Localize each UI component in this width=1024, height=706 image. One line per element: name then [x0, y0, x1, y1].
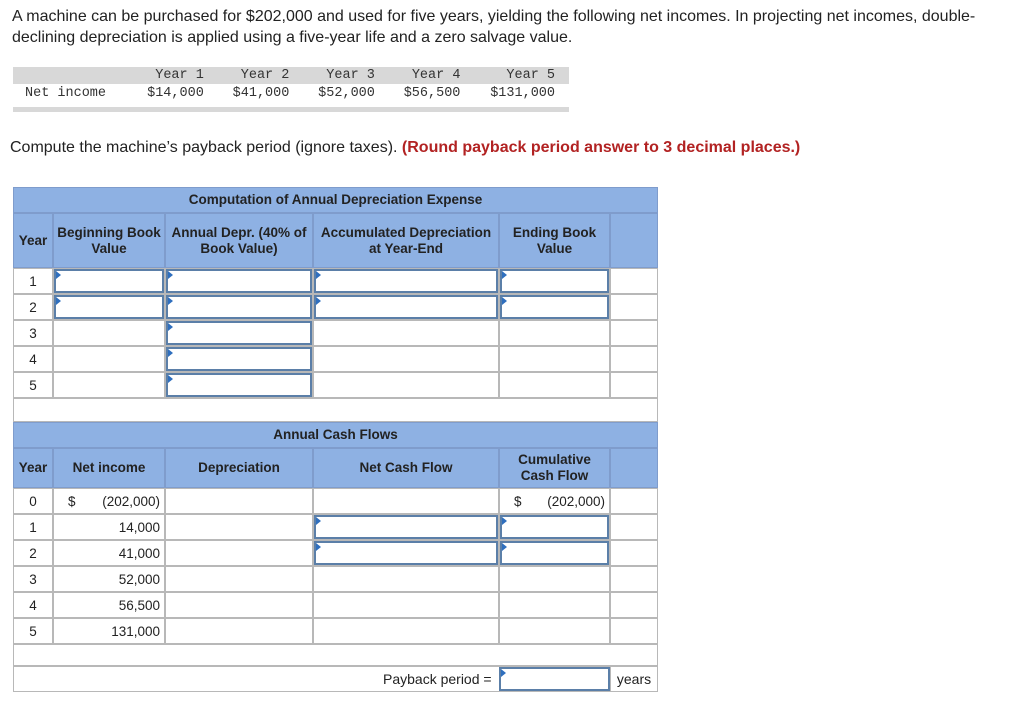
depreciation-section-title: Computation of Annual Depreciation Expense [13, 187, 658, 213]
cf-header-depreciation: Depreciation [165, 448, 313, 488]
cf-net-income-cell [53, 488, 165, 514]
cf-blank-cell [610, 488, 658, 514]
ni-corner [13, 67, 132, 84]
dep-year-cell: 4 [13, 346, 53, 372]
cf-depr-cell [165, 566, 313, 592]
dep-year-cell: 5 [13, 372, 53, 398]
cf-blank-cell [610, 514, 658, 540]
annual-depr-input-year-1[interactable] [166, 269, 312, 293]
payback-spacer [13, 644, 658, 666]
cf-depr-cell [165, 592, 313, 618]
dep-header-year: Year [13, 213, 53, 268]
ending-book-value-input-year-2[interactable] [500, 295, 609, 319]
dep-blank-cell [610, 268, 658, 294]
accumulated-depr-input-year-2[interactable] [314, 295, 498, 319]
cf-depr-cell [165, 540, 313, 566]
dep-header-accumulated-depr: Accumulated Depreciation at Year-End [313, 213, 499, 268]
dep-blank-cell [610, 294, 658, 320]
cf-year-cell: 1 [13, 514, 53, 540]
beginning-book-value-input-year-2[interactable] [54, 295, 164, 319]
problem-statement: A machine can be purchased for $202,000 and used for five years, yielding the following net incomes. In projecting net incomes, double-declining depreciation is applied using a five-year life and a zero salvage value. [12, 8, 976, 46]
cf-blank-cell [610, 618, 658, 644]
annual-depr-input-year-4[interactable] [166, 347, 312, 371]
dep-ending-cell [499, 372, 610, 398]
ni-value: $56,500 [403, 85, 461, 101]
payback-worksheet [13, 187, 658, 693]
net-income-value: (202,000) [102, 493, 160, 509]
cf-year-cell: 5 [13, 618, 53, 644]
cf-cumulative-cell [499, 488, 610, 514]
cf-net-income-cell: 14,000 [53, 514, 165, 540]
cf-depr-cell [165, 514, 313, 540]
cf-net-income-cell: 41,000 [53, 540, 165, 566]
dep-accum-cell [313, 372, 499, 398]
cumulative-cash-flow-input-year-1[interactable] [500, 515, 609, 539]
payback-unit: years [610, 666, 658, 692]
cf-header-net-cash-flow: Net Cash Flow [313, 448, 499, 488]
ni-value: $14,000 [147, 85, 204, 101]
cf-net-cash-cell [313, 618, 499, 644]
cf-year-cell: 4 [13, 592, 53, 618]
beginning-book-value-input-year-1[interactable] [54, 269, 164, 293]
dep-year-cell: 2 [13, 294, 53, 320]
cf-net-cash-cell [313, 488, 499, 514]
cumulative-cash-flow-input-year-2[interactable] [500, 541, 609, 565]
cf-header-net-income: Net income [53, 448, 165, 488]
dep-ending-cell [499, 320, 610, 346]
cf-net-income-cell: 131,000 [53, 618, 165, 644]
dep-blank-cell [610, 372, 658, 398]
dollar-sign: $ [68, 493, 76, 509]
cumulative-value: (202,000) [547, 493, 605, 509]
question [10, 139, 800, 157]
net-cash-flow-input-year-2[interactable] [314, 541, 498, 565]
annual-depr-input-year-5[interactable] [166, 373, 312, 397]
cf-blank-cell [610, 566, 658, 592]
cf-header-blank [610, 448, 658, 488]
dollar-sign: $ [514, 493, 522, 509]
dep-header-ending-book-value: Ending Book Value [499, 213, 610, 268]
dep-blank-cell [610, 320, 658, 346]
cf-net-income-cell: 56,500 [53, 592, 165, 618]
ni-table-bottom-rule [13, 107, 569, 112]
cf-year-cell: 0 [13, 488, 53, 514]
dep-header-annual-depr: Annual Depr. (40% of Book Value) [165, 213, 313, 268]
section-spacer [13, 398, 658, 422]
cf-net-cash-cell [313, 566, 499, 592]
ni-row-label: Net income [25, 85, 107, 101]
ni-value: $131,000 [490, 85, 555, 101]
dep-blank-cell [610, 346, 658, 372]
question-text: Compute the machine’s payback period (ignore taxes). [10, 139, 398, 156]
cf-year-cell: 2 [13, 540, 53, 566]
dep-ending-cell [499, 346, 610, 372]
cf-cumulative-cell [499, 592, 610, 618]
ni-value: $52,000 [318, 85, 375, 101]
annual-depr-input-year-2[interactable] [166, 295, 312, 319]
cf-blank-cell [610, 540, 658, 566]
cf-net-income-cell: 52,000 [53, 566, 165, 592]
net-cash-flow-input-year-1[interactable] [314, 515, 498, 539]
cf-cumulative-cell [499, 618, 610, 644]
dep-year-cell: 1 [13, 268, 53, 294]
ni-year-header: Year 4 [389, 67, 475, 84]
dep-header-beginning-book-value: Beginning Book Value [53, 213, 165, 268]
cf-net-cash-cell [313, 592, 499, 618]
cf-year-cell: 3 [13, 566, 53, 592]
cash-flow-section-title: Annual Cash Flows [13, 422, 658, 448]
dep-accum-cell [313, 320, 499, 346]
dep-accum-cell [313, 346, 499, 372]
cf-cumulative-cell [499, 566, 610, 592]
dep-beginning-cell [53, 346, 165, 372]
net-income-table [13, 67, 569, 102]
payback-period-input[interactable] [499, 667, 610, 691]
ni-year-header: Year 3 [303, 67, 389, 84]
payback-period-label: Payback period = [383, 671, 492, 687]
ending-book-value-input-year-1[interactable] [500, 269, 609, 293]
ni-year-header: Year 2 [218, 67, 304, 84]
dep-beginning-cell [53, 372, 165, 398]
dep-year-cell: 3 [13, 320, 53, 346]
rounding-instruction: (Round payback period answer to 3 decimal places.) [401, 139, 801, 156]
cf-header-cumulative: Cumulative Cash Flow [499, 448, 610, 488]
dep-beginning-cell [53, 320, 165, 346]
dep-header-blank [610, 213, 658, 268]
ni-year-header: Year 1 [132, 67, 218, 84]
cf-depr-cell [165, 618, 313, 644]
ni-year-header: Year 5 [474, 67, 569, 84]
ni-value: $41,000 [232, 85, 290, 101]
accumulated-depr-input-year-1[interactable] [314, 269, 498, 293]
cf-depr-cell [165, 488, 313, 514]
cf-blank-cell [610, 592, 658, 618]
cf-header-year: Year [13, 448, 53, 488]
annual-depr-input-year-3[interactable] [166, 321, 312, 345]
